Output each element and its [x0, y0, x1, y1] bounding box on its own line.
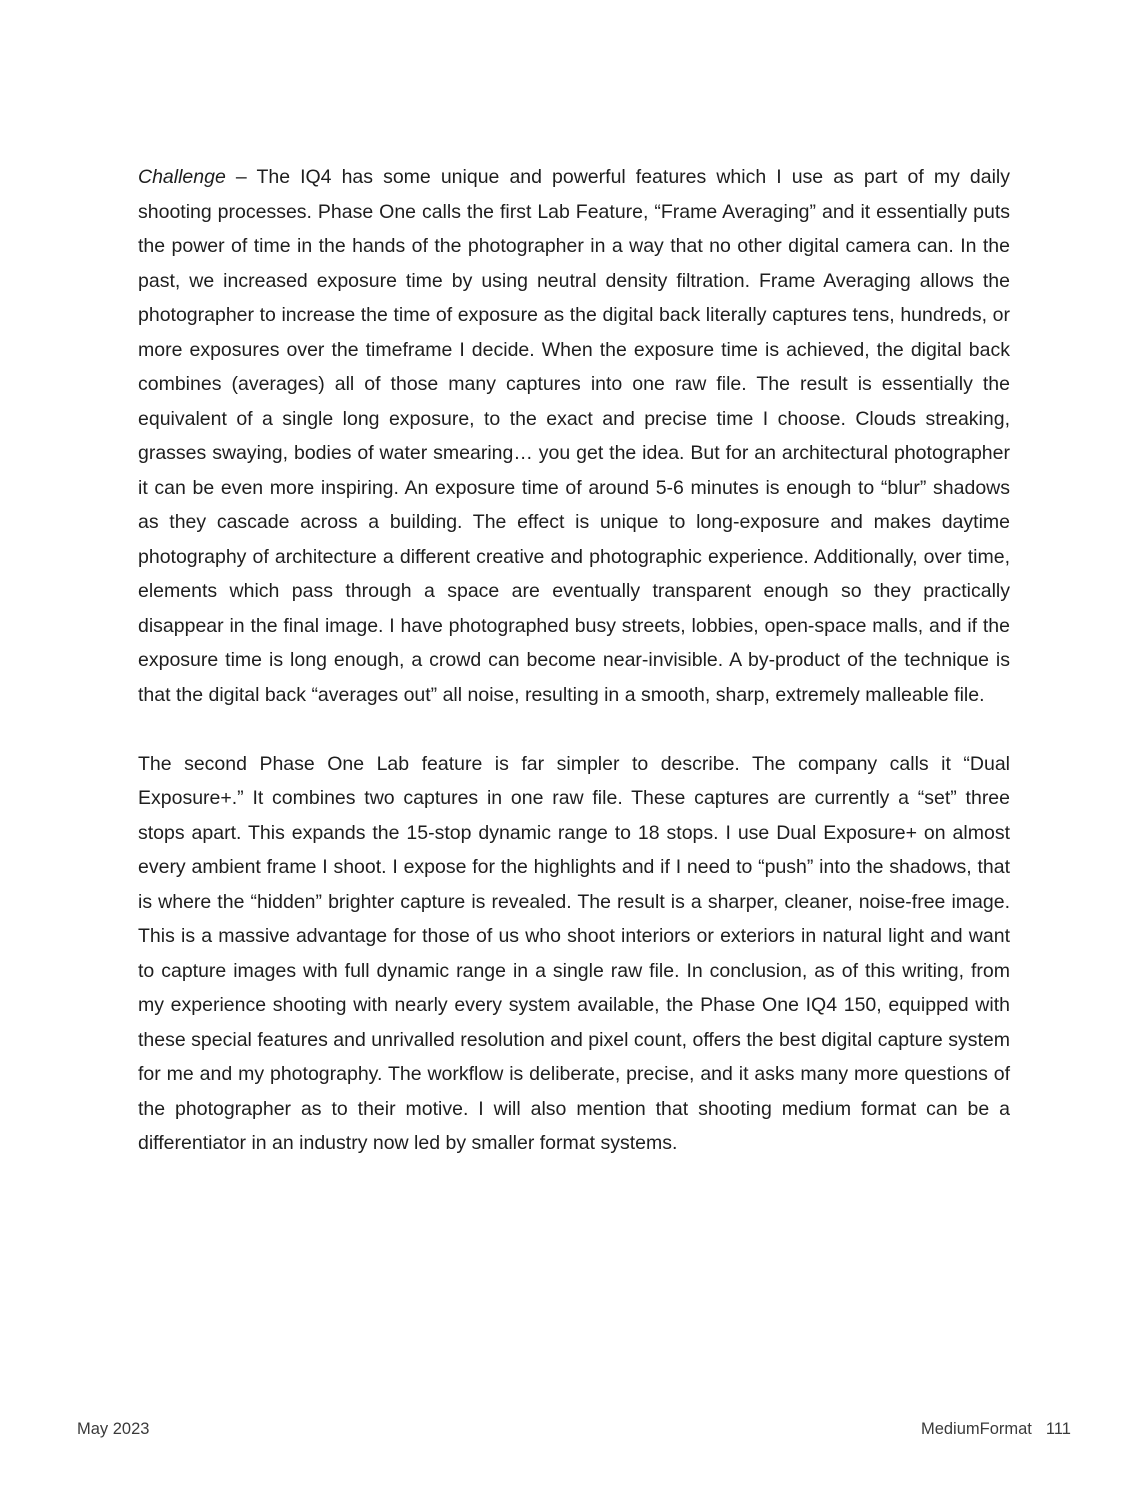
footer-publication-block [921, 1420, 1071, 1439]
paragraph-challenge [138, 160, 1010, 712]
page-number: 111 [1045, 1420, 1071, 1438]
article-body [138, 160, 1010, 1161]
paragraph-challenge-text: – The IQ4 has some unique and powerful features which I use as part of my daily shooting processes. Phase One calls the first Lab Feature, “Frame Averaging” and it essentially puts the power of time in the hands of the photographer in a way that no other digital camera can. In the past, we increased exposure time by using neutral density filtration. Frame Averaging allows the photographer to increase the time of exposure as the digital back literally captures tens, hundreds, or more exposures over the timeframe I decide. When the exposure time is achieved, the digital back combines (averages) all of those many captures into one raw file. The result is essentially the equivalent of a single long exposure, to the exact and precise time I choose. Clouds streaking, grasses swaying, bodies of water smearing… you get the idea. But for an architectural photographer it can be even more inspiring. An exposure time of around 5-6 minutes is enough to “blur” shadows as they cascade across a building. The effect is unique to long-exposure and makes daytime photography of architecture a different creative and photographic experience. Additionally, over time, elements which pass through a space are eventually transparent enough so they practically disappear in the final image. I have photographed busy streets, lobbies, open-space malls, and if the exposure time is long enough, a crowd can become near-invisible. A by-product of the technique is that the digital back “averages out” all noise, resulting in a smooth, sharp, extremely malleable file. [138, 166, 1010, 706]
page-footer [77, 1420, 1071, 1444]
footer-date: May 2023 [77, 1420, 150, 1438]
paragraph-lead-in: Challenge [138, 166, 226, 188]
paragraph-dual-exposure: The second Phase One Lab feature is far simpler to describe. The company calls it “Dual Exposure+.” It combines two captures in one raw file. These captures are currently a “set” three stops apart. This expands the 15-stop dynamic range to 18 stops. I use Dual Exposure+ on almost every ambient frame I shoot. I expose for the highlights and if I need to “push” into the shadows, that is where the “hidden” brighter capture is revealed. The result is a sharper, cleaner, noise-free image. This is a massive advantage for those of us who shoot interiors or exteriors in natural light and want to capture images with full dynamic range in a single raw file. In conclusion, as of this writing, from my experience shooting with nearly every system available, the Phase One IQ4 150, equipped with these special features and unrivalled resolution and pixel count, offers the best digital capture system for me and my photography. The workflow is deliberate, precise, and it asks many more questions of the photographer as to their motive. I will also mention that shooting medium format can be a differentiator in an industry now led by smaller format systems. [138, 752, 1010, 1154]
footer-publication-name: MediumFormat [920, 1420, 1032, 1438]
